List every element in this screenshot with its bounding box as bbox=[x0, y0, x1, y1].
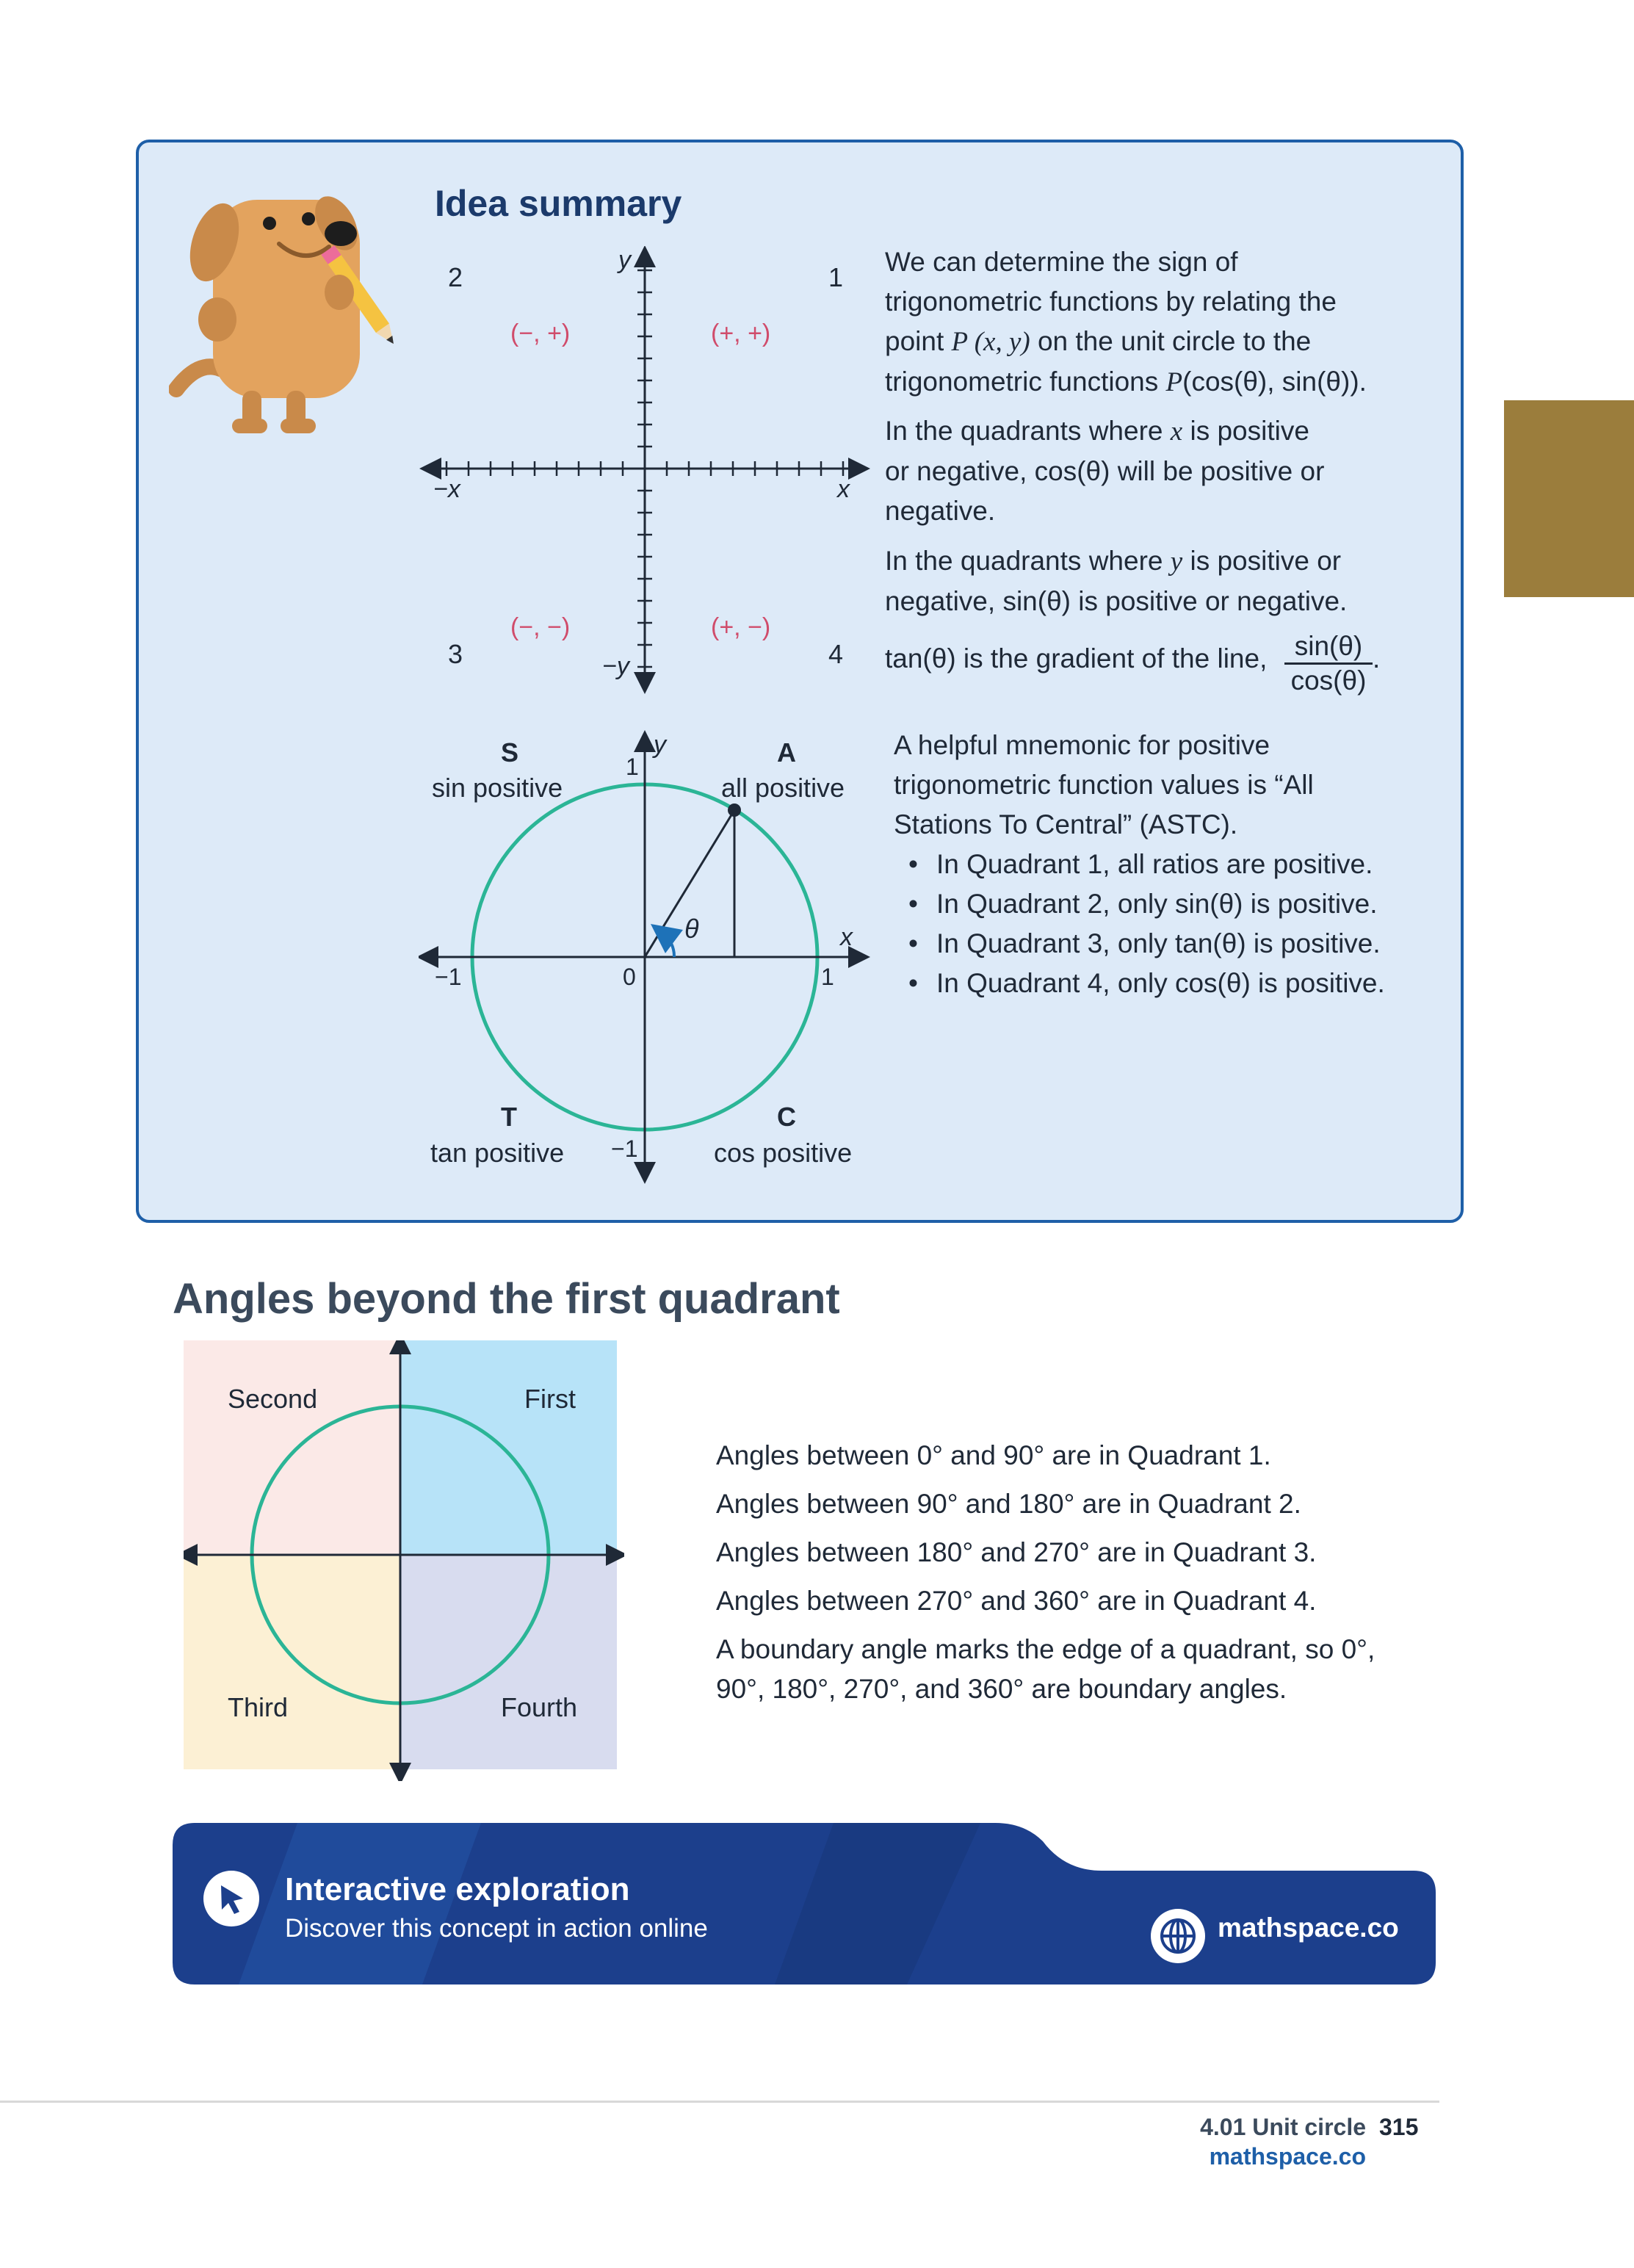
sign-q1: (+, +) bbox=[711, 319, 771, 347]
quadrant-number-3: 3 bbox=[448, 639, 463, 669]
section-title: Angles beyond the first quadrant bbox=[173, 1275, 840, 1323]
cursor-icon bbox=[202, 1869, 261, 1928]
quadrant-diagram bbox=[184, 1340, 624, 1781]
tan-fraction: sin(θ) cos(θ) bbox=[1284, 630, 1373, 697]
dog-mascot-icon bbox=[169, 176, 411, 441]
chapter-side-tab bbox=[1504, 400, 1634, 597]
list-item: • In Quadrant 4, only cos(θ) is positive. bbox=[894, 964, 1459, 1003]
astc-s-letter: S bbox=[501, 737, 519, 768]
summary-paragraph-2: In the quadrants where x is positive or negative, cos(θ) will be positive or negative. bbox=[885, 416, 1325, 526]
astc-axis-y: y bbox=[654, 731, 666, 759]
axis-label-neg-x: −x bbox=[433, 475, 460, 503]
list-item: • In Quadrant 2, only sin(θ) is positive. bbox=[894, 884, 1459, 924]
list-item: • In Quadrant 1, all ratios are positive. bbox=[894, 845, 1459, 884]
quadrant-number-2: 2 bbox=[448, 262, 463, 292]
axis-label-x: x bbox=[837, 475, 850, 503]
astc-axis-x: x bbox=[840, 923, 853, 951]
list-item: • In Quadrant 3, only tan(θ) is positive. bbox=[894, 924, 1459, 964]
sign-q2: (−, +) bbox=[510, 319, 571, 347]
quadrant-number-4: 4 bbox=[828, 639, 844, 669]
astc-a-text: all positive bbox=[721, 773, 845, 803]
summary-paragraph-1: We can determine the sign of trigonometric functions by relating the point P (x, y) on the unit circle to the trigonometric functions P(cos(θ), sin(θ)). bbox=[885, 247, 1367, 397]
astc-c-text: cos positive bbox=[714, 1138, 853, 1168]
footer-site-link[interactable]: mathspace.co bbox=[1209, 2143, 1366, 2170]
astc-tick-1-y: 1 bbox=[626, 754, 639, 780]
axis-label-y: y bbox=[618, 246, 631, 274]
banner-url-link[interactable]: mathspace.co bbox=[1218, 1913, 1399, 1943]
summary-paragraph-4: tan(θ) is the gradient of the line, sin(θ) cos(θ) . bbox=[885, 631, 1381, 696]
page-number: 315 bbox=[1379, 2114, 1419, 2140]
astc-t-letter: T bbox=[501, 1102, 517, 1132]
summary-paragraph-3: In the quadrants where y is positive or negative, sin(θ) is positive or negative. bbox=[885, 546, 1348, 616]
footer-section-title: 4.01 Unit circle bbox=[1200, 2114, 1366, 2140]
banner-subtitle: Discover this concept in action online bbox=[285, 1914, 708, 1943]
astc-unit-circle-diagram bbox=[419, 723, 889, 1193]
astc-tick-neg1-y: −1 bbox=[611, 1135, 638, 1162]
theta-label: θ bbox=[684, 914, 699, 944]
quadrant-number-1: 1 bbox=[828, 262, 844, 292]
astc-s-text: sin positive bbox=[432, 773, 563, 803]
quadrant-label-third: Third bbox=[228, 1692, 289, 1722]
axis-label-neg-y: −y bbox=[602, 652, 629, 680]
banner-title: Interactive exploration bbox=[285, 1871, 630, 1907]
globe-icon[interactable] bbox=[1150, 1908, 1206, 1964]
astc-origin: 0 bbox=[623, 964, 636, 990]
astc-bullet-list bbox=[894, 845, 1459, 1003]
angles-text: Angles between 0° and 90° are in Quadrant 1. Angles between 90° and 180° are in Quadrant 2. Angles between 180° and 270° are in Quadrant 3. Angles between 270° and 360° are in Quadrant 4. A boundary angle marks the edge of a quadrant, so 0°, 90°, 180°, 270°, and 360° are boundary angles. bbox=[716, 1440, 1375, 1704]
quadrant-label-first: First bbox=[524, 1384, 576, 1414]
sign-q3: (−, −) bbox=[510, 613, 571, 641]
sign-q4: (+, −) bbox=[711, 613, 771, 641]
astc-tick-1-x: 1 bbox=[821, 964, 834, 990]
astc-a-letter: A bbox=[777, 737, 796, 768]
astc-mnemonic: A helpful mnemonic for positive trigonometric function values is “All Stations To Central” (ASTC). • In Quadrant 1, all ratios are positive. • In Quadrant 2, only sin(θ) is positive. • In Quadrant 3, only tan(θ) is positive. • In Quadrant 4, only cos(θ) is positive. bbox=[894, 726, 1459, 1003]
quadrant-sign-diagram bbox=[419, 246, 874, 701]
idea-summary-title: Idea summary bbox=[435, 183, 682, 224]
quadrant-label-second: Second bbox=[228, 1384, 318, 1414]
quadrant-label-fourth: Fourth bbox=[501, 1692, 578, 1722]
footer-divider bbox=[0, 2101, 1439, 2103]
astc-c-letter: C bbox=[777, 1102, 796, 1132]
astc-t-text: tan positive bbox=[430, 1138, 565, 1168]
astc-tick-neg1-x: −1 bbox=[435, 964, 462, 990]
